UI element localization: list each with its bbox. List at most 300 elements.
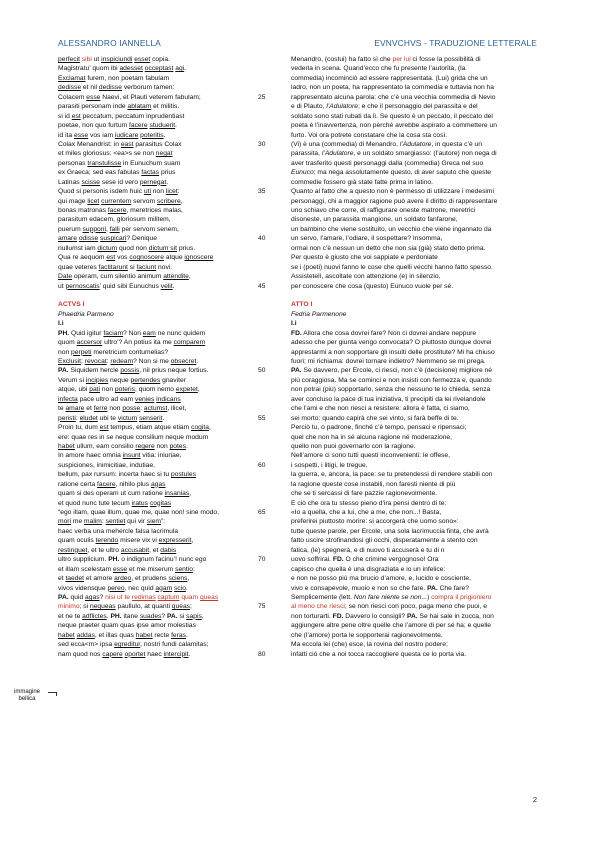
text-line — [58, 102, 280, 111]
text-line — [291, 244, 543, 253]
text-run: ultro supplicium. — [58, 556, 109, 564]
text-run: Latinas — [58, 178, 82, 186]
text-run: ? Non — [123, 329, 143, 337]
text-line — [58, 197, 280, 206]
text-line — [291, 83, 543, 92]
text-line — [291, 197, 543, 206]
text-run: non torturarti. — [291, 612, 333, 620]
text-run: , quom nemo — [134, 386, 176, 394]
text-run: vos iam — [88, 131, 115, 139]
text-run: facere — [97, 480, 116, 488]
text-run: per servom senem, — [119, 225, 179, 233]
text-line — [58, 55, 280, 64]
text-run: et me miserum — [127, 565, 176, 573]
text-run: parasitum edacem, gloriosum militem, — [58, 216, 171, 224]
text-run: : — [75, 414, 80, 422]
text-run: poetae, non quo furtum — [58, 122, 130, 130]
text-line — [291, 253, 543, 262]
text-run: o indignum facinu’! nunc ego — [119, 556, 207, 564]
text-run: ’ quid sibi Eunuchus — [99, 282, 161, 290]
text-line — [291, 621, 543, 630]
text-line — [291, 282, 543, 291]
page-number: 2 — [532, 795, 537, 804]
text-run: , in questa c’è un — [431, 140, 482, 148]
text-run: dictum — [97, 244, 118, 252]
text-line — [58, 121, 280, 130]
text-run: pati — [89, 386, 101, 394]
text-line — [291, 366, 543, 375]
text-run: Verum si — [58, 376, 86, 384]
text-line — [58, 83, 280, 92]
text-run: est — [71, 112, 81, 120]
text-line — [58, 414, 280, 423]
text-line — [58, 584, 280, 593]
text-run: et militis. — [151, 103, 180, 111]
text-line — [291, 612, 543, 621]
text-run: poeta è l’inavvertenza, non perché avrebbe aspirato a commettere un — [291, 122, 497, 130]
text-run: ormai non c’è nessun un detto che non sia (già) stato detto prima. — [291, 244, 486, 252]
text-run: intercipit — [163, 650, 189, 658]
text-run: addas — [76, 631, 95, 639]
text-run: Colacem — [58, 93, 87, 101]
text-line — [58, 404, 280, 413]
text-run: vos — [115, 254, 130, 262]
text-run: , meretrices malas, — [126, 207, 183, 214]
text-run: e di Plauto, — [291, 103, 327, 111]
text-run: ; si — [79, 603, 90, 611]
text-line — [291, 149, 543, 158]
text-run: , et prudens — [131, 575, 169, 583]
text-run: ? — [99, 593, 106, 601]
speaker-label: PA. — [291, 367, 302, 375]
text-line — [291, 300, 543, 309]
text-run: . — [163, 131, 166, 139]
text-run: oportet — [124, 650, 146, 658]
text-run: suspiciones, inimicitiae, indutiae, — [58, 461, 156, 469]
text-run: copia. — [150, 56, 170, 63]
text-run: Siquidem hercle — [68, 367, 121, 375]
text-run: capisco che quella è una disgraziata e io un infelice: — [291, 565, 446, 573]
text-line — [58, 234, 280, 243]
text-run: faciam — [103, 329, 124, 337]
text-line — [58, 187, 280, 196]
text-run: per lui — [392, 56, 411, 63]
text-run: Exclusit — [58, 358, 82, 365]
text-run: personas — [58, 159, 88, 167]
text-run: . — [185, 631, 188, 639]
text-run: ; se non riesci con poco, paga meno che puoi, e — [344, 603, 487, 611]
text-run: ci fosse la possibilità di — [410, 56, 481, 63]
text-run: cogita — [191, 424, 209, 432]
text-run: la ragione queste cose instabili, non faresti niente di più — [291, 480, 456, 488]
text-run: , nil prius neque fortius. — [139, 367, 209, 375]
text-line — [58, 470, 280, 479]
verse-number: 35 — [258, 188, 266, 196]
text-line — [58, 244, 280, 253]
text-run: atque, ubi — [58, 386, 90, 394]
text-run: Qua re aequom — [58, 254, 107, 262]
text-run: nisi ut te — [105, 593, 132, 601]
text-run: redimas — [131, 593, 156, 601]
text-run: (Vi) è una (commedia) di Menandro, — [291, 140, 400, 148]
text-run: fatto uscire strofinandosi gli occhi, disperatamente a stento con — [291, 537, 478, 545]
text-run: ne nunc quidem — [155, 329, 206, 337]
text-run: nam quod nos — [58, 650, 103, 658]
text-line — [291, 272, 543, 281]
text-line — [58, 555, 280, 564]
text-line — [58, 112, 280, 121]
text-run: redeam — [110, 358, 134, 365]
text-run: , — [187, 575, 190, 583]
text-run: non — [154, 442, 170, 450]
text-run: scio — [174, 584, 186, 592]
text-run: ratione certa — [58, 480, 98, 488]
text-run: servom — [131, 197, 157, 205]
text-line — [58, 319, 280, 328]
text-run: agas — [85, 593, 100, 601]
text-line — [291, 319, 543, 328]
text-run: Se davvero, per Ercole, ci riesci, non c’è (decisione) migliore né — [301, 367, 492, 375]
text-run: sciens — [168, 575, 188, 583]
text-line — [291, 565, 543, 574]
text-run: nequeas — [89, 603, 116, 611]
text-line — [58, 480, 280, 489]
speaker-label: FD. — [291, 329, 302, 337]
text-run: malim — [84, 518, 102, 526]
text-line — [291, 102, 543, 111]
text-run: est — [99, 424, 109, 432]
text-run: l’Adulatore — [399, 140, 432, 148]
text-line — [58, 385, 280, 394]
text-run: : — [192, 565, 195, 573]
speaker-label: PH. — [110, 612, 122, 620]
text-line — [291, 140, 543, 149]
text-run: adesset — [119, 65, 143, 73]
text-run: taedet — [65, 575, 85, 583]
margin-note: immagine bellica — [13, 689, 40, 703]
text-run: qui vir — [125, 518, 147, 526]
text-run: non potrai (più) sopportarlo, senza che nessuno te lo chieda, senza — [291, 386, 491, 394]
text-run: scribere — [156, 197, 181, 205]
text-run: Se hai sale in zucca, non — [417, 612, 494, 620]
text-line — [291, 631, 543, 640]
text-run: licet — [87, 197, 100, 205]
text-run: facere — [129, 122, 148, 130]
speaker-label: PA. — [58, 367, 69, 375]
text-run: ignoscere — [184, 254, 214, 262]
text-run: adesso che per giunta vengo convocata? O piuttosto dunque dovrei — [291, 339, 492, 347]
text-run: . — [172, 282, 175, 290]
text-run: cognoscere — [129, 254, 164, 262]
text-run: ; — [190, 603, 192, 611]
text-run: Menandro, (costui) ha fatto sì che — [291, 56, 393, 63]
text-run: ladro, non un poeta, ha rappresentato la commedia e tuttavia non ha — [291, 84, 494, 92]
text-run: et quod nunc tute tecum — [58, 499, 132, 507]
text-run: non — [107, 405, 123, 413]
text-run: ablatam — [127, 103, 152, 111]
text-line — [291, 385, 543, 394]
text-run: , — [191, 537, 194, 545]
section-heading: ACTVS I — [58, 301, 85, 309]
text-run: ardeo — [114, 575, 132, 583]
text-run: te — [58, 405, 66, 413]
text-line — [58, 149, 280, 158]
text-run: quid — [68, 593, 86, 601]
text-run: dictum sit — [148, 244, 177, 252]
text-run: facere — [107, 207, 127, 214]
text-run: : — [101, 518, 106, 526]
text-line — [58, 621, 280, 630]
text-line — [58, 631, 280, 640]
text-run: inspiciundi — [101, 56, 133, 63]
text-line — [58, 329, 280, 338]
text-run: O che crimine vergognoso! Ora — [343, 556, 439, 564]
text-run: incipies — [85, 376, 109, 384]
text-run: eludet — [79, 414, 98, 422]
text-run: indicans — [156, 395, 181, 403]
text-run: paullulo, at quanti — [115, 603, 172, 611]
text-run: , — [201, 612, 204, 620]
text-line — [58, 451, 280, 460]
text-line — [58, 442, 280, 451]
text-run: sapis — [186, 612, 202, 620]
text-run: i sospetti, i litigi, le tregue, — [291, 461, 368, 469]
text-run: quae veteres — [58, 263, 99, 271]
text-run: neque — [108, 376, 131, 384]
speaker-label: PA. — [166, 612, 178, 620]
text-run: infatti ciò che a noi tocca raccogliere questa ce lo porta via. — [291, 650, 467, 658]
text-run: agi — [175, 65, 185, 73]
text-run: prius — [159, 169, 176, 177]
text-run: haec — [145, 650, 164, 658]
text-run: e non ne posso più ma brucio d’amore, e, lucido e cosciente, — [291, 575, 471, 583]
text-run: sentio — [175, 565, 193, 573]
text-run: non — [58, 348, 72, 356]
text-run: . — [162, 414, 165, 422]
text-run: al meno che riesci — [291, 603, 345, 611]
text-line — [58, 517, 280, 526]
text-run: Ma eccola lei (che) esce, la rovina del nostro podere; — [291, 641, 448, 649]
text-line — [291, 593, 543, 602]
speaker-label: I.i — [291, 320, 297, 328]
text-run: soldato sono stati rubati da lì. Se questo è un peccato, il peccato del — [291, 112, 493, 120]
text-line — [58, 215, 280, 224]
text-run: ? Non si me — [133, 358, 171, 365]
text-run: aver trasferito questi personaggi dalla (commedia) Greca nel suo — [291, 159, 484, 167]
text-line — [58, 357, 280, 366]
text-line — [291, 131, 543, 140]
text-run: postules — [171, 471, 196, 479]
text-run: tutte queste parole, per Ercole, una sola lacrimuccia finta, che avrà — [291, 527, 489, 535]
text-run: captum — [157, 593, 180, 601]
text-run: . — [188, 650, 191, 658]
text-line — [291, 555, 543, 564]
text-line — [58, 178, 280, 187]
text-line — [291, 74, 543, 83]
header-title: EVNVCHVS - TRADUZIONE LETTERALE — [374, 38, 537, 48]
text-line — [291, 461, 543, 470]
text-run: Quid igitur — [69, 329, 104, 337]
text-run: commedia) incominciò ad essere rappresentata. (Lui) grida che un — [291, 74, 488, 82]
text-run: ? — [161, 612, 167, 620]
text-line — [58, 376, 280, 385]
text-line — [291, 178, 543, 187]
text-run: queas — [171, 603, 191, 611]
text-run: fuori; mi richiama: dovrei tornare indietro? Nemmeno se mi prega. — [291, 358, 486, 365]
text-line — [58, 206, 280, 215]
text-line — [58, 499, 280, 508]
text-run: comparem — [173, 339, 206, 347]
text-run: ) — [427, 593, 432, 601]
text-run: ? Denique — [126, 235, 157, 243]
text-run: sibi — [81, 56, 92, 63]
text-run: dabis — [160, 546, 177, 554]
text-run: habet — [58, 631, 75, 639]
text-line — [291, 357, 543, 366]
text-run: quom — [58, 339, 77, 347]
text-run: cogitas — [149, 499, 172, 507]
text-run: et ne te — [58, 612, 83, 620]
speaker-label: PH. — [58, 329, 70, 337]
text-line — [58, 395, 280, 404]
text-run: quello non puoi governarlo con la ragione. — [291, 442, 416, 450]
text-run: furto. Voi ora potrete constatare che la cosa sta così. — [291, 131, 448, 139]
text-run: recte — [152, 631, 172, 639]
text-line — [58, 536, 280, 545]
text-run: aggiungere altre pene oltre quelle che l’amore di per sé ha; e quelle — [291, 622, 492, 630]
text-run: ferre — [93, 405, 108, 413]
text-run: E ciò che ora tu stesso pieno d’ira pensi dentro di te: — [291, 499, 447, 507]
text-line — [291, 451, 543, 460]
text-run: , nihilo plus — [115, 480, 151, 488]
latin-text-column — [58, 55, 280, 659]
text-line — [291, 470, 543, 479]
text-line — [291, 395, 543, 404]
text-run: currentem — [101, 197, 132, 205]
text-run: expresserit — [158, 537, 192, 545]
text-line — [291, 640, 543, 649]
text-run: scisse — [81, 178, 101, 186]
text-run: , nec quid — [124, 584, 156, 592]
text-run: , ilicet, — [167, 405, 187, 413]
text-run: atque — [163, 254, 185, 262]
text-run: et — [58, 575, 66, 583]
text-line — [58, 338, 280, 347]
text-run: bellum, pax rursum: incerta haec si tu — [58, 471, 171, 479]
text-run: et miles gloriosus: <ea>s se non — [58, 150, 156, 158]
text-run: et nil — [81, 84, 99, 92]
text-run: si — [127, 263, 137, 271]
text-run: Semplicemente (lett. — [291, 593, 354, 601]
section-heading: ATTO I — [291, 301, 313, 309]
text-run: me — [71, 518, 85, 526]
text-line — [58, 348, 280, 357]
text-run: si id — [58, 112, 72, 120]
text-run: faciunt — [136, 263, 157, 271]
speaker-label: FD. — [332, 612, 344, 620]
text-line — [291, 329, 543, 338]
text-line — [58, 159, 280, 168]
text-run: nullumst iam — [58, 244, 98, 252]
text-line — [291, 64, 543, 73]
text-run: et illam scelestam — [58, 565, 114, 573]
text-run: ut — [58, 282, 66, 290]
text-run: peristi — [58, 414, 76, 422]
text-run: transtulisse — [87, 159, 122, 167]
text-line — [58, 225, 280, 234]
section-gap — [291, 291, 543, 300]
text-line — [58, 612, 280, 621]
text-run: se i (poeti) nuovi fanno le cose che quelli vecchi hanno fatto spesso. — [291, 263, 493, 271]
text-run: minimo — [58, 603, 80, 611]
verse-number: 60 — [258, 461, 266, 469]
text-line — [291, 517, 543, 526]
text-run: Phaedria Parmeno — [58, 310, 114, 318]
verse-number: 50 — [258, 367, 266, 375]
text-line — [58, 282, 280, 291]
text-run: perpeti — [71, 348, 92, 356]
text-run: esse — [113, 565, 128, 573]
text-line — [291, 536, 543, 545]
text-run: insunt — [122, 452, 141, 460]
text-run: Proin tu, dum — [58, 424, 100, 432]
text-run: accusabit — [120, 546, 150, 554]
text-line — [58, 300, 280, 309]
text-run: victum — [117, 414, 138, 422]
text-run: non — [150, 188, 166, 196]
header-author: ALESSANDRO IANNELLA — [58, 38, 161, 48]
text-line — [291, 55, 543, 64]
text-line — [58, 131, 280, 140]
text-run: verborum tamen: — [121, 84, 175, 92]
text-run: actumst — [143, 405, 168, 413]
verse-number: 40 — [258, 235, 266, 243]
text-run: in Eunuchum suam — [121, 159, 181, 167]
text-run: fatica, (le) spegnerà, e di nuovo ti accuserà e tu di n — [291, 546, 445, 554]
text-run: accersor — [76, 339, 103, 347]
text-run: insanias — [164, 490, 190, 498]
text-run: expetet — [175, 386, 198, 394]
text-run: mori — [58, 518, 72, 526]
text-run: , et illas quas — [94, 631, 136, 639]
text-run: uti — [143, 188, 151, 196]
text-run: “ego illam, quae illum, quae me, quae non! sine modo, — [58, 509, 219, 516]
text-run: factitarunt — [98, 263, 128, 271]
text-run: vivo e consapevole, muoio e non so che fare. — [291, 584, 428, 592]
text-run: Che fare? — [437, 584, 469, 592]
text-run: terendo — [95, 537, 119, 545]
text-run: venies — [134, 395, 155, 403]
text-line — [58, 64, 280, 73]
text-run: posse — [122, 405, 141, 413]
text-run: ut — [91, 56, 102, 63]
text-line — [291, 499, 543, 508]
text-run: : — [106, 358, 111, 365]
text-run: pace ultro ad eam — [77, 395, 135, 403]
text-run: sentiet — [105, 518, 126, 526]
text-run: Assistetelì, ascoltate con attenzione (e) in silenzio, — [291, 273, 441, 281]
speaker-label: FD. — [332, 556, 344, 564]
text-run: preferirei piuttosto morire: si accorgerà che uomo sono»: — [291, 518, 459, 526]
text-line — [291, 338, 543, 347]
text-run: vederla in scena. Quand’ecco che fu presente l’autorità, (la — [291, 65, 466, 73]
text-run: quam si des operam ut cum ratione — [58, 490, 165, 498]
text-run: rappresentato alcuna parola: che c’è una vecchia commedia di Nevio — [291, 93, 496, 101]
speaker-label: PA. — [427, 584, 438, 592]
text-run: . — [175, 122, 177, 130]
text-line — [291, 423, 543, 432]
text-line — [58, 650, 280, 659]
